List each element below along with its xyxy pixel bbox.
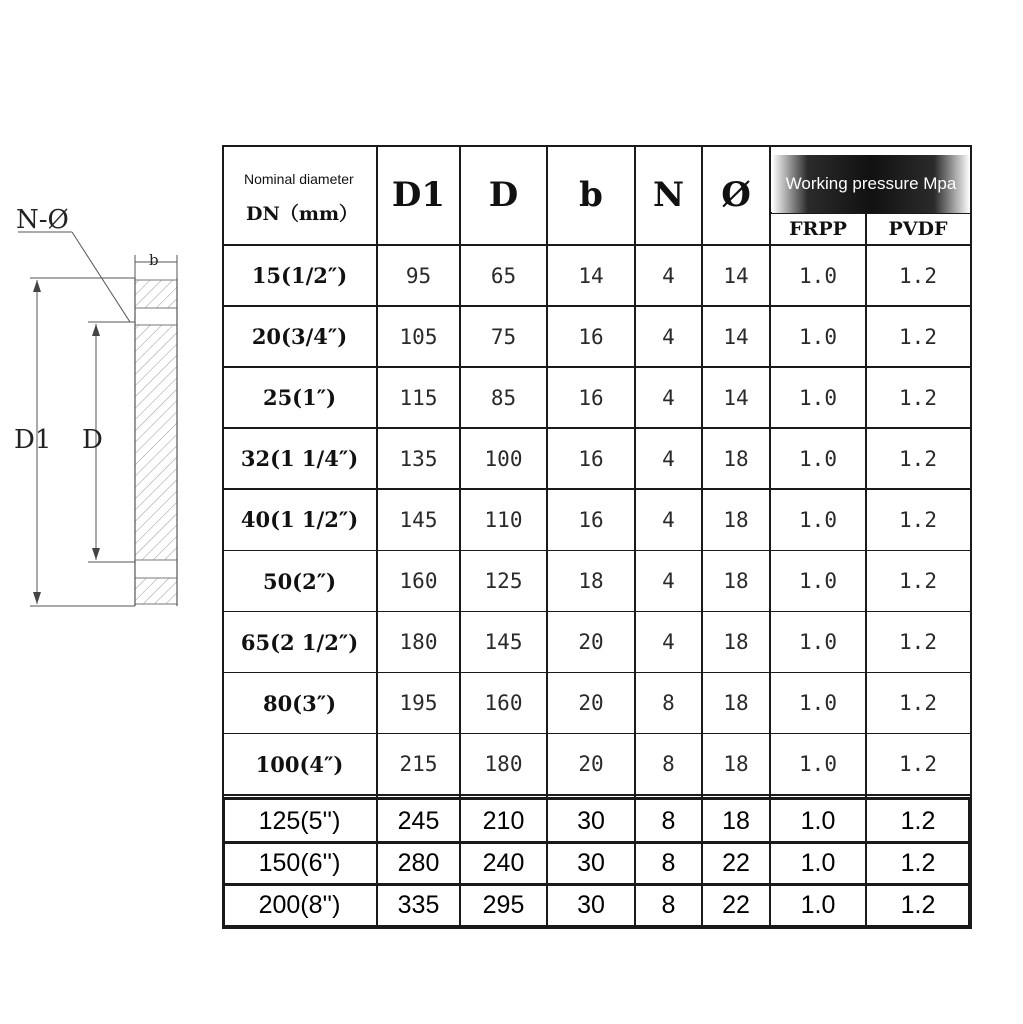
cell-pvdf: 1.2 (899, 752, 937, 777)
cell-dn: 25(1″) (262, 385, 337, 411)
cell-phi: 18 (723, 630, 749, 655)
cell-frpp: 1.0 (799, 446, 837, 471)
cell-dn: 32(1 1/4″) (240, 446, 359, 472)
cell-b: 14 (578, 263, 604, 288)
header-n: N (652, 175, 685, 215)
header-working-pressure: Working pressure Mpa (772, 155, 970, 213)
cell-n: 4 (662, 263, 675, 288)
header-dn-mm: DN（mm） (246, 203, 359, 225)
cell-phi: 14 (723, 263, 749, 288)
cell-b: 20 (578, 630, 604, 655)
cell-d1: 215 (399, 752, 438, 777)
cell-phi: 18 (723, 752, 749, 777)
header-d1: D1 (391, 175, 446, 215)
cell-frpp: 1.0 (799, 752, 837, 777)
cell-frpp: 1.0 (799, 630, 837, 655)
cell-dn: 125(5'') (258, 806, 341, 835)
cell-n: 4 (662, 446, 675, 471)
cell-frpp: 1.0 (800, 848, 836, 877)
cell-d1: 135 (399, 446, 438, 471)
header-pvdf: PVDF (888, 218, 948, 240)
cell-frpp: 1.0 (799, 569, 837, 594)
cell-d1: 245 (397, 806, 440, 835)
header-phi: Ø (721, 175, 751, 215)
cell-pvdf: 1.2 (900, 806, 936, 835)
cell-b: 16 (578, 385, 604, 410)
cell-pvdf: 1.2 (899, 446, 937, 471)
cell-n: 8 (661, 890, 676, 919)
cell-n: 8 (662, 691, 675, 716)
n-phi-label: N-Ø (16, 205, 69, 235)
cell-phi: 18 (723, 569, 749, 594)
cell-n: 4 (662, 324, 675, 349)
cell-d: 240 (482, 848, 525, 877)
cell-d1: 280 (397, 848, 440, 877)
cell-phi: 22 (722, 890, 750, 919)
cell-dn: 80(3″) (262, 690, 337, 716)
cell-n: 4 (662, 569, 675, 594)
cell-dn: 15(1/2″) (251, 263, 348, 289)
b-dimension-label: b (149, 251, 159, 269)
cell-d: 100 (484, 446, 523, 471)
cell-b: 18 (578, 569, 604, 594)
cell-b: 16 (578, 507, 604, 532)
cell-d: 75 (490, 324, 517, 349)
cell-d: 145 (484, 630, 523, 655)
flange-section-bottom (135, 578, 177, 604)
cell-d: 180 (484, 752, 523, 777)
cell-d1: 180 (399, 630, 438, 655)
cell-pvdf: 1.2 (899, 263, 937, 288)
cell-frpp: 1.0 (800, 806, 836, 835)
cell-frpp: 1.0 (799, 324, 837, 349)
cell-dn: 100(4″) (255, 751, 344, 777)
header-frpp: FRPP (789, 218, 847, 240)
cell-d: 210 (482, 806, 525, 835)
flange-section-top (135, 280, 177, 308)
cell-phi: 18 (723, 691, 749, 716)
cell-pvdf: 1.2 (900, 848, 936, 877)
cell-b: 16 (578, 446, 604, 471)
cell-phi: 18 (723, 507, 749, 532)
cell-dn: 40(1 1/2″) (240, 507, 359, 533)
cell-d: 85 (490, 385, 517, 410)
cell-frpp: 1.0 (799, 263, 837, 288)
cell-phi: 18 (723, 446, 749, 471)
d1-dimension-label: D1 (14, 425, 52, 455)
cell-d1: 195 (399, 691, 438, 716)
cell-d1: 105 (399, 324, 438, 349)
cell-b: 30 (577, 806, 605, 835)
header-d: D (488, 175, 519, 215)
header-nominal-diameter: Nominal diameter (244, 171, 354, 187)
cell-phi: 18 (722, 806, 750, 835)
cell-d1: 115 (399, 385, 438, 410)
cell-n: 4 (662, 507, 675, 532)
cell-d: 125 (484, 569, 523, 594)
cell-d: 65 (490, 263, 517, 288)
cell-d1: 145 (399, 507, 438, 532)
d-dimension-label: D (82, 425, 103, 455)
cell-n: 4 (662, 385, 675, 410)
cell-b: 20 (578, 691, 604, 716)
cell-n: 4 (662, 630, 675, 655)
cell-phi: 14 (723, 324, 749, 349)
cell-frpp: 1.0 (800, 890, 836, 919)
cell-pvdf: 1.2 (899, 324, 937, 349)
cell-dn: 65(2 1/2″) (240, 629, 359, 655)
cell-phi: 22 (722, 848, 750, 877)
cell-pvdf: 1.2 (899, 630, 937, 655)
cell-b: 30 (577, 848, 605, 877)
cell-dn: 50(2″) (262, 568, 337, 594)
cell-dn: 20(3/4″) (251, 324, 348, 350)
cell-pvdf: 1.2 (899, 507, 937, 532)
spec-table (222, 145, 972, 928)
cell-frpp: 1.0 (799, 691, 837, 716)
flange-section-body (135, 325, 177, 560)
cell-pvdf: 1.2 (899, 385, 937, 410)
cell-b: 30 (577, 890, 605, 919)
cell-b: 20 (578, 752, 604, 777)
cell-dn: 150(6'') (258, 848, 341, 877)
cell-phi: 14 (723, 385, 749, 410)
flange-drawing (0, 0, 210, 640)
cell-frpp: 1.0 (799, 385, 837, 410)
cell-pvdf: 1.2 (899, 569, 937, 594)
cell-d1: 160 (399, 569, 438, 594)
cell-frpp: 1.0 (799, 507, 837, 532)
cell-n: 8 (661, 806, 676, 835)
cell-b: 16 (578, 324, 604, 349)
cell-pvdf: 1.2 (899, 691, 937, 716)
cell-d1: 335 (397, 890, 440, 919)
cell-dn: 200(8'') (258, 890, 341, 919)
header-b: b (579, 175, 603, 215)
cell-d: 295 (482, 890, 525, 919)
cell-pvdf: 1.2 (900, 890, 936, 919)
cell-n: 8 (662, 752, 675, 777)
cell-d: 160 (484, 691, 523, 716)
cell-n: 8 (661, 848, 676, 877)
cell-d: 110 (484, 507, 523, 532)
cell-d1: 95 (405, 263, 432, 288)
